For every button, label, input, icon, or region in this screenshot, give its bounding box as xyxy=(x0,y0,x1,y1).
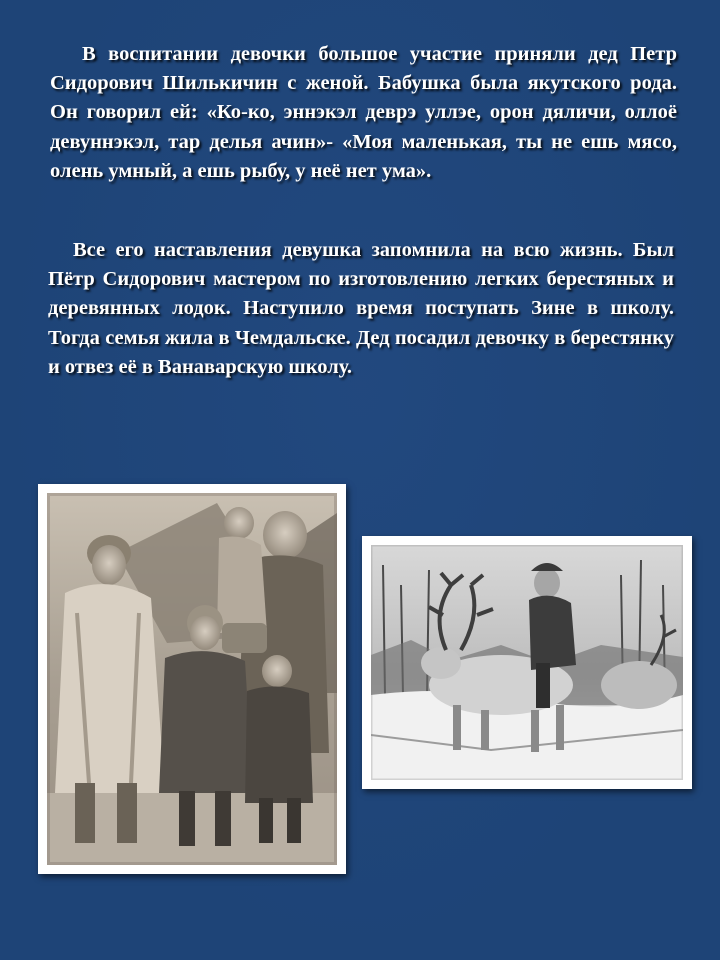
paragraph-school-journey: Все его наставления девушка запомнила на всю жизнь. Был Пётр Сидорович мастером по изготовлению легких берестяных и деревянных лодок. Наступило время поступать Зине в школу. Тогда семья жила в Чемдальске. Дед посадил девочку в берестянку и отвез её в Ванаварскую школу. xyxy=(48,239,674,378)
family-photo-icon xyxy=(47,493,337,865)
reindeer-rider-photo-icon xyxy=(371,545,683,780)
reindeer-rider-photo-frame xyxy=(362,536,692,789)
family-photo-frame xyxy=(38,484,346,874)
paragraph-grandfather-upbringing: В воспитании девочки большое участие приняли дед Петр Сидорович Шилькичин с женой. Бабушка была якутского рода. Он говорил ей: «Ко-ко, эннэкэл деврэ уллэе, орон дяличи, оллоё девуннэкэл, тар делья ачин»- «Моя маленькая, ты не ешь мясо, олень умный, а ешь рыбу, у неё нет ума». xyxy=(50,43,677,182)
